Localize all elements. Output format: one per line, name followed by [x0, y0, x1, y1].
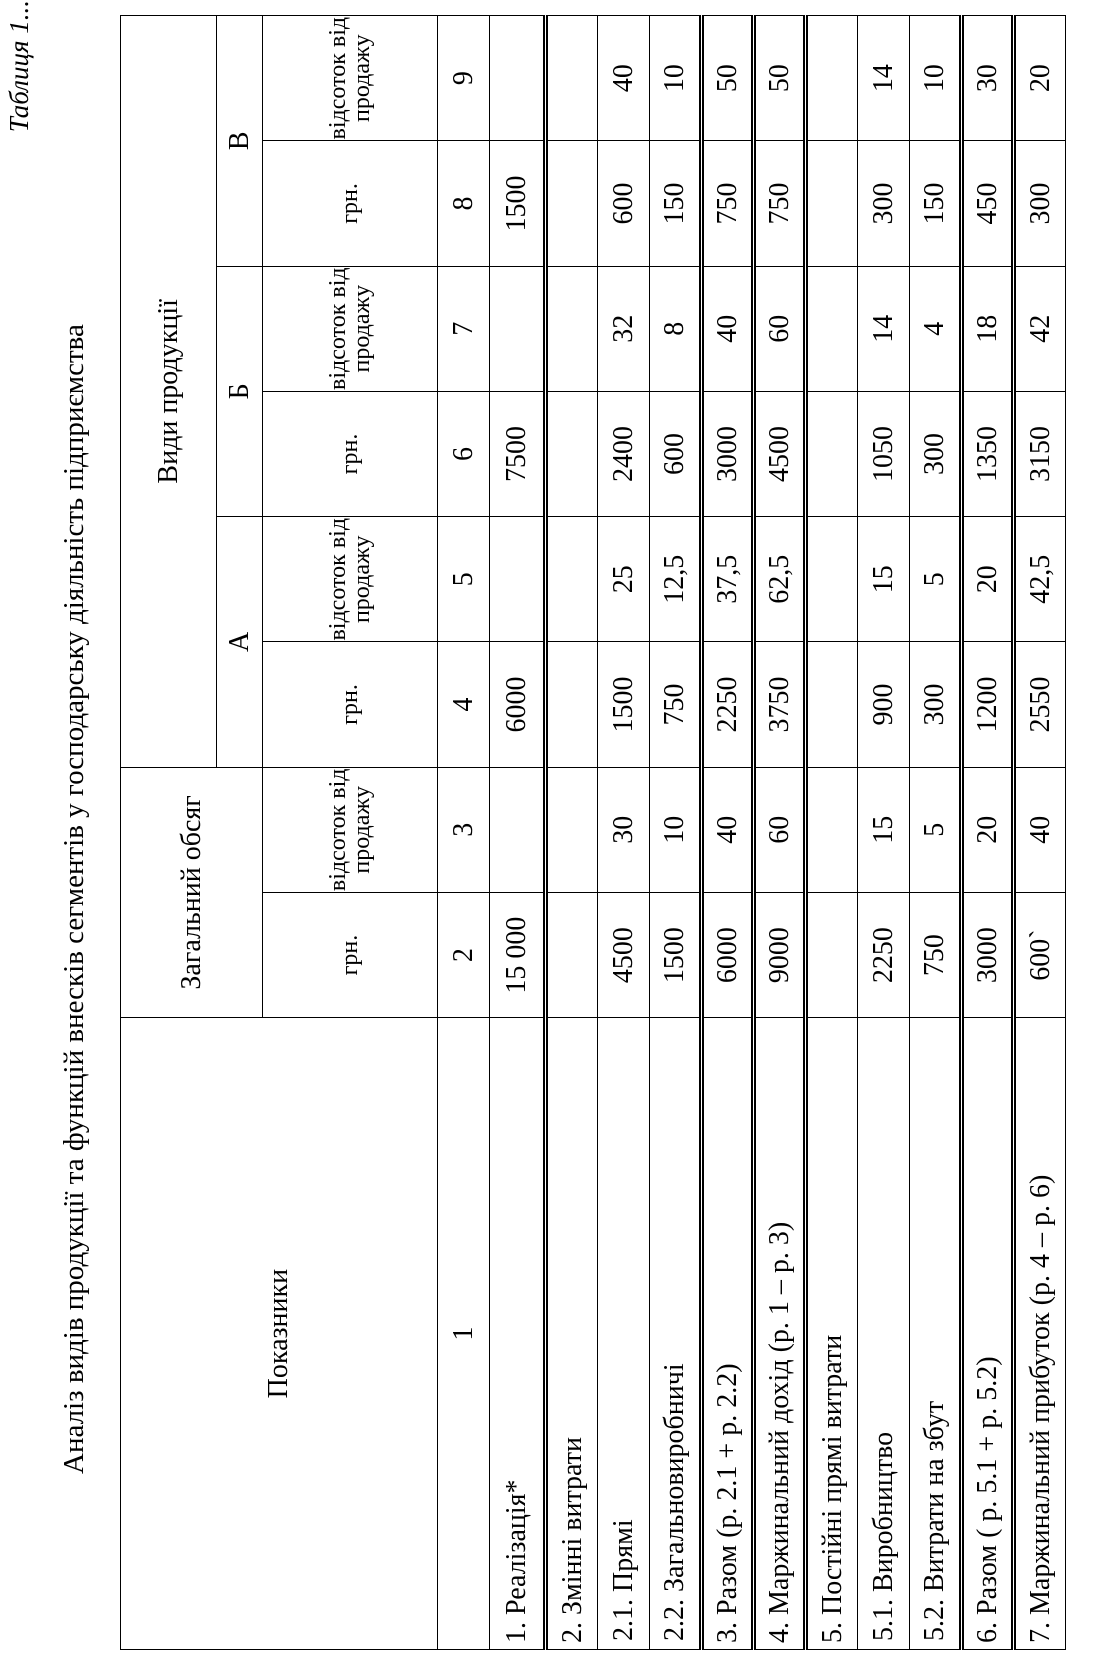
cell — [806, 892, 858, 1017]
table-row — [910, 16, 962, 1650]
cell — [806, 266, 858, 391]
header-product-b: Б — [217, 266, 263, 517]
cell: 12,5 — [650, 517, 702, 642]
row-label: 2.2. Загальновиробничі — [650, 1018, 702, 1650]
column-number: 1 — [438, 1018, 490, 1650]
cell — [490, 517, 546, 642]
cell — [806, 16, 858, 141]
cell: 4500 — [754, 391, 806, 516]
header-percent: відсоток від продажу — [263, 266, 438, 391]
cell — [806, 642, 858, 767]
table-row — [546, 16, 598, 1650]
cell: 3750 — [754, 642, 806, 767]
cell: 20 — [1014, 16, 1066, 141]
cell: 750 — [650, 642, 702, 767]
table-row — [702, 16, 754, 1650]
cell — [806, 767, 858, 892]
row-label: 6. Разом ( р. 5.1 + р. 5.2) — [962, 1018, 1014, 1650]
cell: 10 — [910, 16, 962, 141]
cell: 750 — [910, 892, 962, 1017]
row-label: 3. Разом (р. 2.1 + р. 2.2) — [702, 1018, 754, 1650]
cell: 2400 — [598, 391, 650, 516]
row-label: 5.2. Витрати на збут — [910, 1018, 962, 1650]
table-row — [962, 16, 1014, 1650]
cell: 40 — [598, 16, 650, 141]
row-label: 5.1. Виробництво — [858, 1018, 910, 1650]
cell — [546, 642, 598, 767]
cell: 1200 — [962, 642, 1014, 767]
table-row — [598, 16, 650, 1650]
cell: 5 — [910, 767, 962, 892]
cell: 14 — [858, 266, 910, 391]
cell: 6000 — [702, 892, 754, 1017]
table-row — [754, 16, 806, 1650]
cell: 18 — [962, 266, 1014, 391]
cell: 20 — [962, 767, 1014, 892]
cell: 300 — [1014, 141, 1066, 266]
table-caption: Аналіз видів продукції та функцій внесків сегментів у господарську діяльність підприємства — [58, 324, 90, 1474]
column-number: 6 — [438, 391, 490, 516]
column-number: 2 — [438, 892, 490, 1017]
cell — [806, 141, 858, 266]
cell: 15 000 — [490, 892, 546, 1017]
cell — [546, 141, 598, 266]
cell — [546, 391, 598, 516]
header-percent: відсоток від продажу — [263, 16, 438, 141]
cell: 60 — [754, 266, 806, 391]
cell: 7500 — [490, 391, 546, 516]
cell: 5 — [910, 517, 962, 642]
column-numbers-row — [438, 16, 490, 1650]
row-label: 2. Змінні витрати — [546, 1018, 598, 1650]
cell: 42 — [1014, 266, 1066, 391]
cell: 15 — [858, 517, 910, 642]
cell: 600 — [598, 141, 650, 266]
cell — [490, 767, 546, 892]
header-uah: грн. — [263, 391, 438, 516]
cell: 25 — [598, 517, 650, 642]
table-row — [490, 16, 546, 1650]
cell — [546, 16, 598, 141]
cell: 2250 — [858, 892, 910, 1017]
cell: 1050 — [858, 391, 910, 516]
row-label: 2.1. Прямі — [598, 1018, 650, 1650]
cell: 1500 — [650, 892, 702, 1017]
cell — [490, 266, 546, 391]
table-row — [806, 16, 858, 1650]
header-uah: грн. — [263, 892, 438, 1017]
cell — [546, 266, 598, 391]
cell: 2250 — [702, 642, 754, 767]
cell: 3150 — [1014, 391, 1066, 516]
cell: 10 — [650, 16, 702, 141]
row-label: 1. Реалізація* — [490, 1018, 546, 1650]
cell: 150 — [910, 141, 962, 266]
cell: 14 — [858, 16, 910, 141]
cell — [546, 767, 598, 892]
cell: 30 — [598, 767, 650, 892]
cell: 4500 — [598, 892, 650, 1017]
cell — [490, 16, 546, 141]
column-number: 5 — [438, 517, 490, 642]
cell: 40 — [1014, 767, 1066, 892]
cell: 4 — [910, 266, 962, 391]
row-label: 4. Маржинальний дохід (р. 1 – р. 3) — [754, 1018, 806, 1650]
table-number-label: Таблиця 1... — [4, 0, 34, 133]
cell: 9000 — [754, 892, 806, 1017]
cell: 20 — [962, 517, 1014, 642]
cell: 60 — [754, 767, 806, 892]
cell: 900 — [858, 642, 910, 767]
cell: 1500 — [598, 642, 650, 767]
cell: 6000 — [490, 642, 546, 767]
table-row — [858, 16, 910, 1650]
cell: 32 — [598, 266, 650, 391]
header-product-c: В — [217, 16, 263, 267]
cell: 50 — [702, 16, 754, 141]
cell: 62,5 — [754, 517, 806, 642]
column-number: 7 — [438, 266, 490, 391]
column-number: 8 — [438, 141, 490, 266]
column-number: 4 — [438, 642, 490, 767]
header-uah: грн. — [263, 141, 438, 266]
cell: 750 — [754, 141, 806, 266]
cell: 300 — [910, 642, 962, 767]
column-number: 9 — [438, 16, 490, 141]
cell: 40 — [702, 767, 754, 892]
header-percent: відсоток від продажу — [263, 767, 438, 892]
table-row — [650, 16, 702, 1650]
cell — [546, 892, 598, 1017]
row-label: 7. Маржинальний прибуток (р. 4 – р. 6) — [1014, 1018, 1066, 1650]
row-label: 5. Постійні прямі витрати — [806, 1018, 858, 1650]
cell: 3000 — [962, 892, 1014, 1017]
cell: 37,5 — [702, 517, 754, 642]
header-uah: грн. — [263, 642, 438, 767]
cell: 750 — [702, 141, 754, 266]
cell: 50 — [754, 16, 806, 141]
cell: 10 — [650, 767, 702, 892]
cell: 300 — [858, 141, 910, 266]
header-product-a: А — [217, 517, 263, 768]
cell: 150 — [650, 141, 702, 266]
cell: 40 — [702, 266, 754, 391]
table-row — [1014, 16, 1066, 1650]
cell: 42,5 — [1014, 517, 1066, 642]
cell: 450 — [962, 141, 1014, 266]
cell: 3000 — [702, 391, 754, 516]
cell — [806, 517, 858, 642]
cell: 8 — [650, 266, 702, 391]
header-product-types: Види продукції — [121, 16, 217, 768]
column-number: 3 — [438, 767, 490, 892]
cell: 600 — [650, 391, 702, 516]
cell: 300 — [910, 391, 962, 516]
cell: 600` — [1014, 892, 1066, 1017]
cell: 15 — [858, 767, 910, 892]
cell: 1350 — [962, 391, 1014, 516]
analysis-table — [120, 15, 1066, 1650]
cell: 30 — [962, 16, 1014, 141]
cell — [806, 391, 858, 516]
header-total-volume: Загальний обсяг — [121, 767, 263, 1018]
cell: 2550 — [1014, 642, 1066, 767]
header-percent: відсоток від продажу — [263, 517, 438, 642]
header-indicators: Показники — [121, 1018, 438, 1650]
cell: 1500 — [490, 141, 546, 266]
cell — [546, 517, 598, 642]
